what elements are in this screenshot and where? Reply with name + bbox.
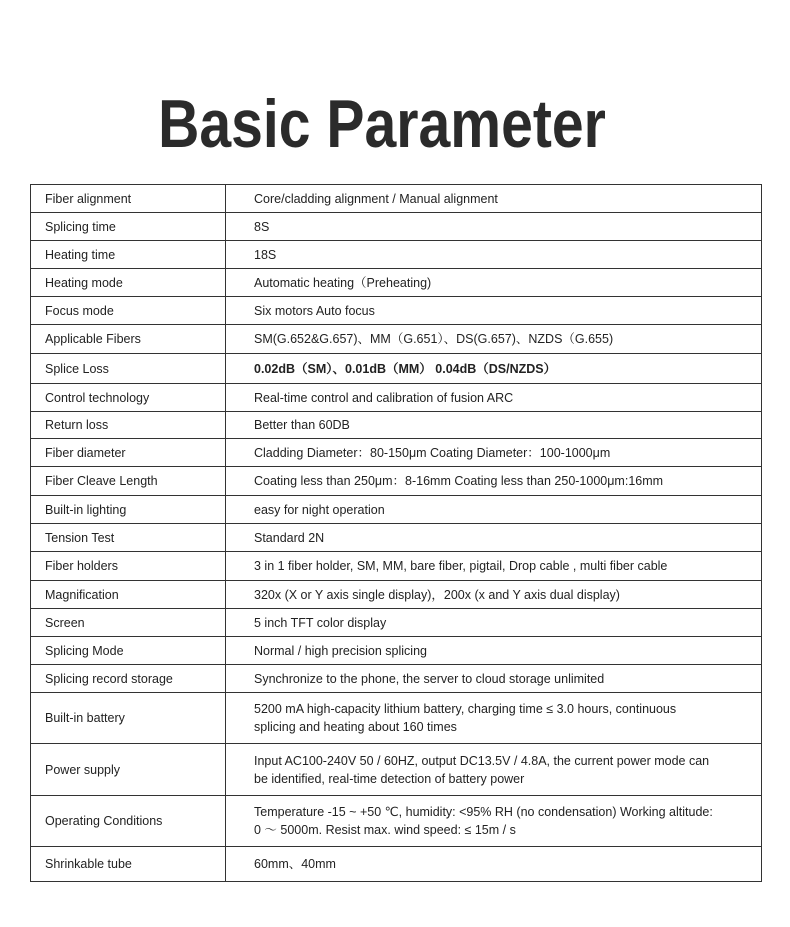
parameter-value: Coating less than 250μm：8-16mm Coating less than 250-1000μm:16mm bbox=[226, 467, 762, 496]
parameter-value: 60mm、40mm bbox=[226, 847, 762, 882]
parameter-value: 320x (X or Y axis single display)，200x (x and Y axis dual display) bbox=[226, 581, 762, 609]
table-row bbox=[31, 213, 762, 241]
parameter-value: 5200 mA high-capacity lithium battery, charging time ≤ 3.0 hours, continuous splicing and heating about 160 times bbox=[226, 693, 762, 744]
parameter-value: Synchronize to the phone, the server to cloud storage unlimited bbox=[226, 665, 762, 693]
table-row bbox=[31, 847, 762, 882]
table-row bbox=[31, 354, 762, 384]
parameter-label: Screen bbox=[31, 609, 226, 637]
parameter-label: Return loss bbox=[31, 412, 226, 439]
table-row bbox=[31, 744, 762, 796]
parameter-value: 8S bbox=[226, 213, 762, 241]
table-row bbox=[31, 552, 762, 581]
table-row bbox=[31, 524, 762, 552]
table-row bbox=[31, 609, 762, 637]
parameter-label: Splice Loss bbox=[31, 354, 226, 384]
table-row bbox=[31, 467, 762, 496]
parameter-value: SM(G.652&G.657)、MM（G.651）、DS(G.657)、NZDS（G.655) bbox=[226, 325, 762, 354]
parameter-value: Six motors Auto focus bbox=[226, 297, 762, 325]
parameter-value: Better than 60DB bbox=[226, 412, 762, 439]
table-row bbox=[31, 297, 762, 325]
table-row bbox=[31, 241, 762, 269]
table-row bbox=[31, 796, 762, 847]
parameter-label: Focus mode bbox=[31, 297, 226, 325]
parameter-value: Automatic heating（Preheating) bbox=[226, 269, 762, 297]
table-row bbox=[31, 325, 762, 354]
table-row bbox=[31, 384, 762, 412]
parameter-label: Built-in battery bbox=[31, 693, 226, 744]
parameter-label: Tension Test bbox=[31, 524, 226, 552]
parameter-label: Operating Conditions bbox=[31, 796, 226, 847]
parameter-label: Built-in lighting bbox=[31, 496, 226, 524]
parameter-label: Fiber alignment bbox=[31, 185, 226, 213]
parameter-value: Core/cladding alignment / Manual alignment bbox=[226, 185, 762, 213]
parameter-label: Shrinkable tube bbox=[31, 847, 226, 882]
parameter-value: 5 inch TFT color display bbox=[226, 609, 762, 637]
page-title: Basic Parameter bbox=[158, 86, 606, 162]
parameter-value: Normal / high precision splicing bbox=[226, 637, 762, 665]
parameter-label: Control technology bbox=[31, 384, 226, 412]
parameter-value: 0.02dB（SM）、0.01dB（MM） 0.04dB（DS/NZDS） bbox=[226, 354, 762, 384]
table-row bbox=[31, 185, 762, 213]
parameter-label: Fiber Cleave Length bbox=[31, 467, 226, 496]
parameter-label: Heating time bbox=[31, 241, 226, 269]
table-row bbox=[31, 693, 762, 744]
parameter-value: easy for night operation bbox=[226, 496, 762, 524]
table-row bbox=[31, 581, 762, 609]
parameter-label: Magnification bbox=[31, 581, 226, 609]
table-row bbox=[31, 439, 762, 467]
parameter-value: Real-time control and calibration of fusion ARC bbox=[226, 384, 762, 412]
parameter-value: Input AC100-240V 50 / 60HZ, output DC13.5V / 4.8A, the current power mode can be identified, real-time detection of battery power bbox=[226, 744, 762, 796]
parameter-label: Splicing Mode bbox=[31, 637, 226, 665]
parameter-label: Heating mode bbox=[31, 269, 226, 297]
table-row bbox=[31, 496, 762, 524]
parameter-label: Splicing time bbox=[31, 213, 226, 241]
parameter-label: Power supply bbox=[31, 744, 226, 796]
parameter-label: Splicing record storage bbox=[31, 665, 226, 693]
parameter-value: 3 in 1 fiber holder, SM, MM, bare fiber, pigtail, Drop cable , multi fiber cable bbox=[226, 552, 762, 581]
parameter-value: Temperature -15 ~ +50 ℃, humidity: <95% RH (no condensation) Working altitude: 0 ～ 5000m. Resist max. wind speed: ≤ 15m / s bbox=[226, 796, 762, 847]
table-row bbox=[31, 637, 762, 665]
parameter-value: Standard 2N bbox=[226, 524, 762, 552]
parameter-label: Applicable Fibers bbox=[31, 325, 226, 354]
table-row bbox=[31, 412, 762, 439]
parameter-label: Fiber holders bbox=[31, 552, 226, 581]
table-row bbox=[31, 269, 762, 297]
parameter-table bbox=[30, 184, 762, 882]
parameter-label: Fiber diameter bbox=[31, 439, 226, 467]
parameter-value: 18S bbox=[226, 241, 762, 269]
table-row bbox=[31, 665, 762, 693]
parameter-value: Cladding Diameter：80-150μm Coating Diameter：100-1000μm bbox=[226, 439, 762, 467]
